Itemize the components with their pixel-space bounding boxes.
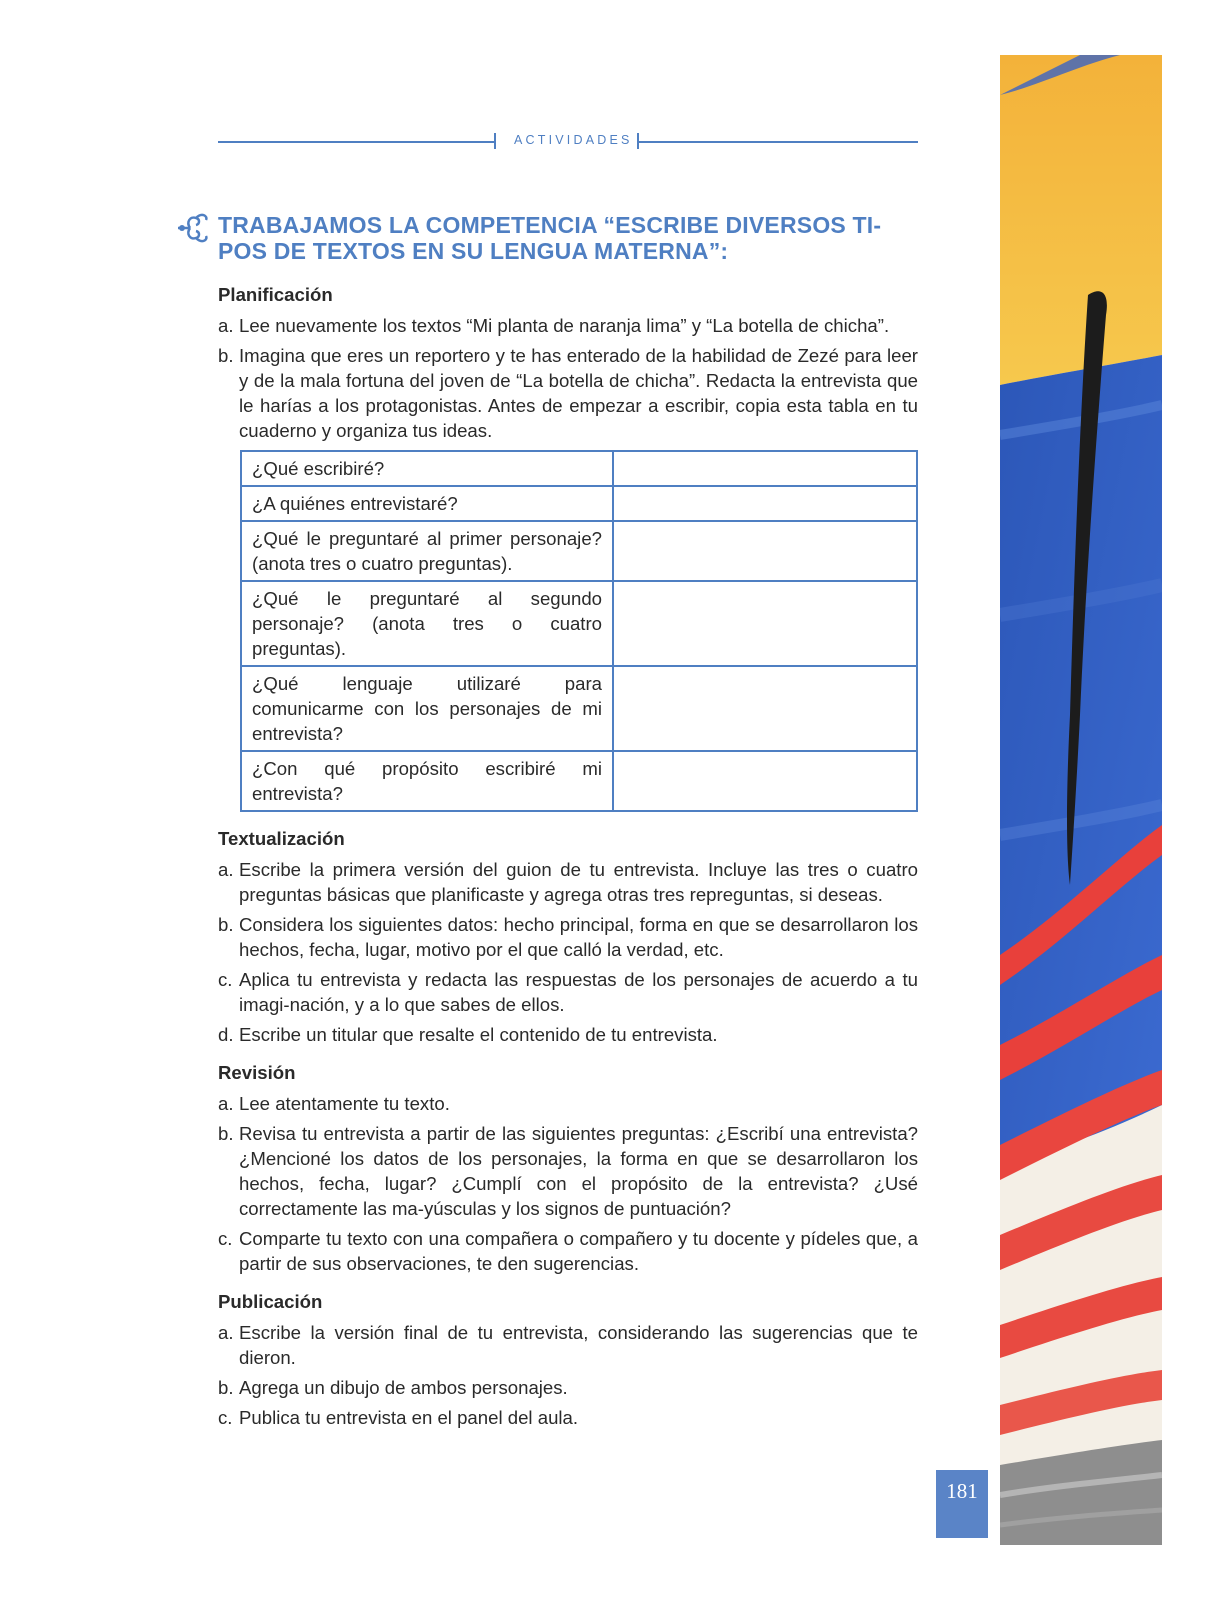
list-item (218, 313, 918, 338)
item-text: Escribe un titular que resalte el contenido de tu entrevista. (239, 1024, 718, 1045)
item-letter: a. (218, 1322, 234, 1343)
table-row (241, 451, 917, 486)
item-text: Imagina que eres un reportero y te has enterado de la habilidad de Zezé para leer y de la mala fortuna del joven de “La botella de chicha”. Redacta la entrevista que le harías a los protagonistas. Antes de empezar a escribir, copia esta tabla en tu cuaderno y organiza tus ideas. (239, 345, 918, 441)
header-line-right (639, 141, 918, 143)
list-item (218, 857, 918, 907)
table-answer (613, 666, 917, 751)
table-row (241, 486, 917, 521)
textualizacion-list (218, 857, 918, 1047)
list-item (218, 1121, 918, 1221)
item-letter: a. (218, 315, 234, 336)
item-text: Escribe la primera versión del guion de tu entrevista. Incluye las tres o cuatro preguntas básicas que planificaste y agrega otras tres repreguntas, si deseas. (239, 859, 918, 905)
item-letter: c. (218, 969, 233, 990)
textualizacion-heading: Textualización (218, 828, 345, 849)
table-row (241, 521, 917, 581)
header-bar (218, 130, 918, 152)
header-label: ACTIVIDADES (514, 133, 633, 147)
list-item (218, 1226, 918, 1276)
list-item (218, 1320, 918, 1370)
page-number (936, 1470, 988, 1538)
item-text: Revisa tu entrevista a partir de las siguientes preguntas: ¿Escribí una entrevista? ¿Mencioné los datos de los personajes, la forma en que se desarrollaron los hechos, fecha, lugar? ¿Cumplí con el propósito de la entrevista? ¿Usé correctamente las ma-yúsculas y los signos de puntuación? (239, 1123, 918, 1219)
planificacion-list (218, 313, 918, 443)
publicacion-list (218, 1320, 918, 1430)
list-item (218, 343, 918, 443)
table-row (241, 581, 917, 666)
section-title-line1: TRABAJAMOS LA COMPETENCIA “ESCRIBE DIVERSOS TI- (218, 212, 882, 238)
header-tick-left (494, 133, 496, 149)
table-answer (613, 486, 917, 521)
table-row (241, 751, 917, 811)
table-question: ¿Con qué propósito escribiré mi entrevista? (241, 751, 613, 811)
table-question: ¿Qué le preguntaré al segundo personaje? (anota tres o cuatro preguntas). (241, 581, 613, 666)
list-item (218, 967, 918, 1017)
item-letter: b. (218, 914, 234, 935)
fleur-ornament-icon (176, 210, 212, 246)
table-answer (613, 751, 917, 811)
item-letter: b. (218, 1377, 234, 1398)
item-letter: b. (218, 345, 234, 366)
table-question: ¿Qué lenguaje utilizaré para comunicarme con los personajes de mi entrevista? (241, 666, 613, 751)
item-text: Publica tu entrevista en el panel del aula. (239, 1407, 579, 1428)
list-item (218, 1405, 918, 1430)
item-text: Agrega un dibujo de ambos personajes. (239, 1377, 568, 1398)
item-text: Aplica tu entrevista y redacta las respuestas de los personajes de acuerdo a tu imagi-nación, y a lo que sabes de ellos. (239, 969, 918, 1015)
planificacion-heading: Planificación (218, 284, 333, 305)
item-letter: a. (218, 859, 234, 880)
section-title-line2: POS DE TEXTOS EN SU LENGUA MATERNA”: (218, 238, 729, 264)
section-title (218, 212, 918, 264)
item-letter: d. (218, 1024, 234, 1045)
item-text: Lee nuevamente los textos “Mi planta de naranja lima” y “La botella de chicha”. (239, 315, 890, 336)
item-text: Considera los siguientes datos: hecho principal, forma en que se desarrollaron los hechos, fecha, lugar, motivo por el que calló la verdad, etc. (239, 914, 918, 960)
table-answer (613, 451, 917, 486)
table-answer (613, 581, 917, 666)
table-row (241, 666, 917, 751)
item-letter: a. (218, 1093, 234, 1114)
publicacion-heading: Publicación (218, 1291, 323, 1312)
table-question: ¿A quiénes entrevistaré? (241, 486, 613, 521)
item-letter: c. (218, 1228, 233, 1249)
header-line-left (218, 141, 494, 143)
table-question: ¿Qué le preguntaré al primer personaje? (anota tres o cuatro preguntas). (241, 521, 613, 581)
item-text: Lee atentamente tu texto. (239, 1093, 450, 1114)
item-text: Escribe la versión final de tu entrevista, considerando las sugerencias que te dieron. (239, 1322, 918, 1368)
revision-heading: Revisión (218, 1062, 296, 1083)
item-letter: c. (218, 1407, 233, 1428)
list-item (218, 1022, 918, 1047)
list-item (218, 912, 918, 962)
revision-list (218, 1091, 918, 1276)
planning-table (240, 450, 918, 812)
item-text: Comparte tu texto con una compañera o compañero y tu docente y pídeles que, a partir de sus observaciones, te den sugerencias. (239, 1228, 918, 1274)
table-question: ¿Qué escribiré? (241, 451, 613, 486)
item-letter: b. (218, 1123, 234, 1144)
list-item (218, 1375, 918, 1400)
page-number-text: 181 (946, 1479, 978, 1503)
table-answer (613, 521, 917, 581)
decorative-painting (1000, 55, 1162, 1545)
activity-content (218, 282, 918, 1435)
list-item (218, 1091, 918, 1116)
